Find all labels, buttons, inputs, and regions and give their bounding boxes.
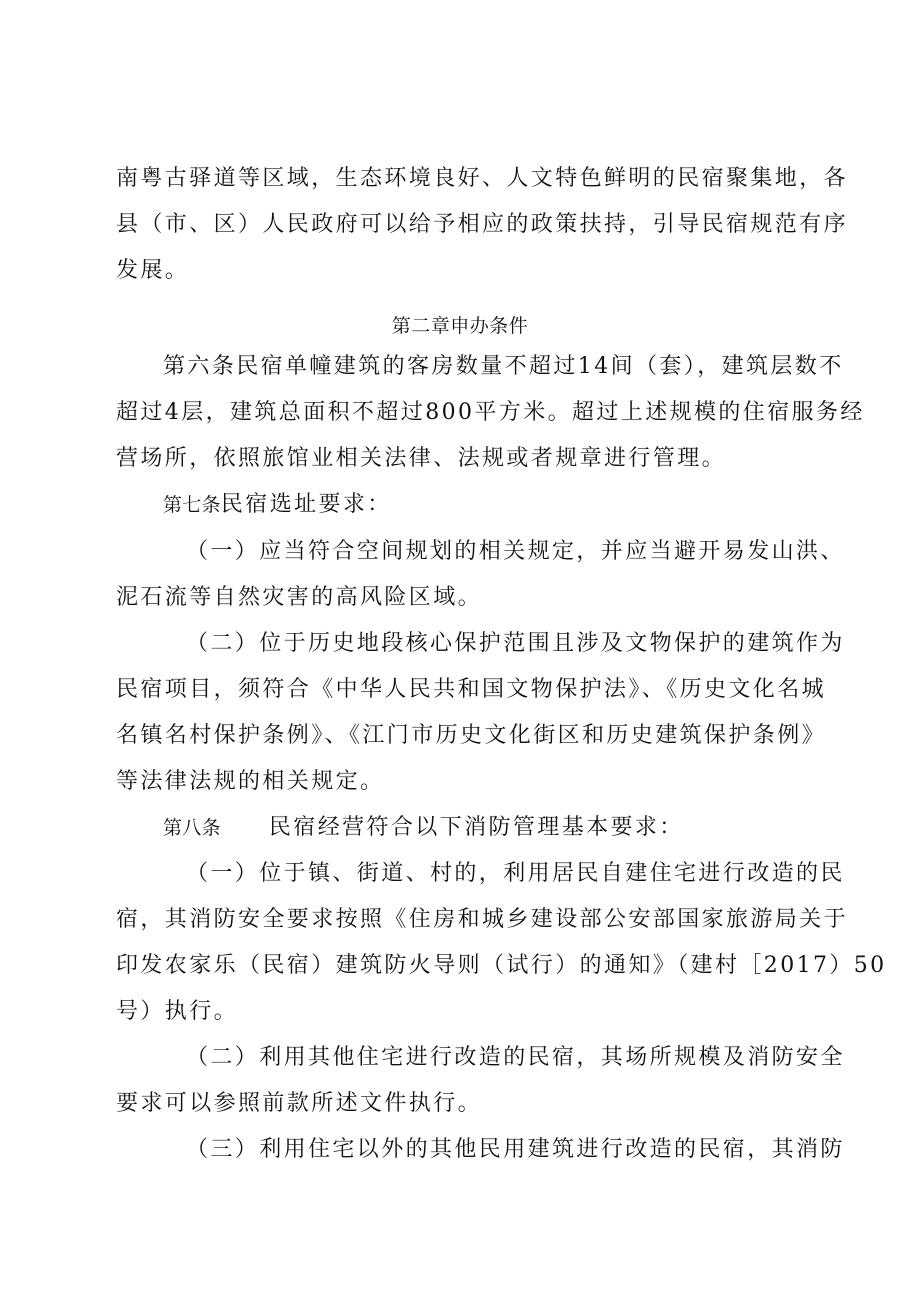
article-8-item-1: 宿，其消防安全要求按照《住房和城乡建设部公安部国家旅游局关于 xyxy=(116,907,849,932)
chapter-heading: 第二章申办条件 xyxy=(391,315,529,337)
article-8-item-3: （三）利用住宅以外的其他民用建筑进行改造的民宿，其消防 xyxy=(186,1137,845,1162)
paragraph-line: 发展。 xyxy=(116,258,190,283)
article-8-item-2: （二）利用其他住宅进行改造的民宿，其场所规模及消防安全 xyxy=(186,1045,845,1070)
article-7-text: 民宿选址要求： xyxy=(220,492,392,517)
article-8-item-1: （一）位于镇、街道、村的，利用居民自建住宅进行改造的民 xyxy=(186,861,845,886)
article-7-item-1: 泥石流等自然灾害的高风险区域。 xyxy=(116,585,483,610)
article-7-item-1: （一）应当符合空间规划的相关规定，并应当避开易发山洪、 xyxy=(186,539,845,564)
article-8-item-1: 号）执行。 xyxy=(116,999,239,1024)
article-6-line: 超过4层，建筑总面积不超过800平方米。超过上述规模的住宿服务经 xyxy=(116,400,865,425)
article-7-item-2: 等法律法规的相关规定。 xyxy=(116,769,385,794)
article-7-line xyxy=(163,490,806,520)
paragraph-line: 南粤古驿道等区域，生态环境良好、人文特色鲜明的民宿聚集地，各 xyxy=(116,166,849,191)
article-6-line: 营场所，依照旅馆业相关法律、法规或者规章进行管理。 xyxy=(116,446,727,471)
article-8-label: 第八条 xyxy=(163,817,221,839)
article-7-item-2: 名镇名村保护条例》、《江门市历史文化街区和历史建筑保护条例》 xyxy=(116,723,827,748)
article-8-line xyxy=(163,813,806,843)
article-6-line: 第六条民宿单幢建筑的客房数量不超过14间（套），建筑层数不 xyxy=(163,354,844,379)
paragraph-line: 县（市、区）人民政府可以给予相应的政策扶持，引导民宿规范有序 xyxy=(116,212,849,237)
article-8-item-2: 要求可以参照前款所述文件执行。 xyxy=(116,1091,483,1116)
article-8-item-1: 印发农家乐（民宿）建筑防火导则（试行）的通知》（建村［2017）50 xyxy=(116,953,887,978)
article-7-label: 第七条 xyxy=(163,494,221,516)
article-7-item-2: 民宿项目，须符合《中华人民共和国文物保护法》、《历史文化名城 xyxy=(116,677,827,702)
article-7-item-2: （二）位于历史地段核心保护范围且涉及文物保护的建筑作为 xyxy=(186,631,845,656)
article-8-text: 民宿经营符合以下消防管理基本要求： xyxy=(268,815,684,840)
